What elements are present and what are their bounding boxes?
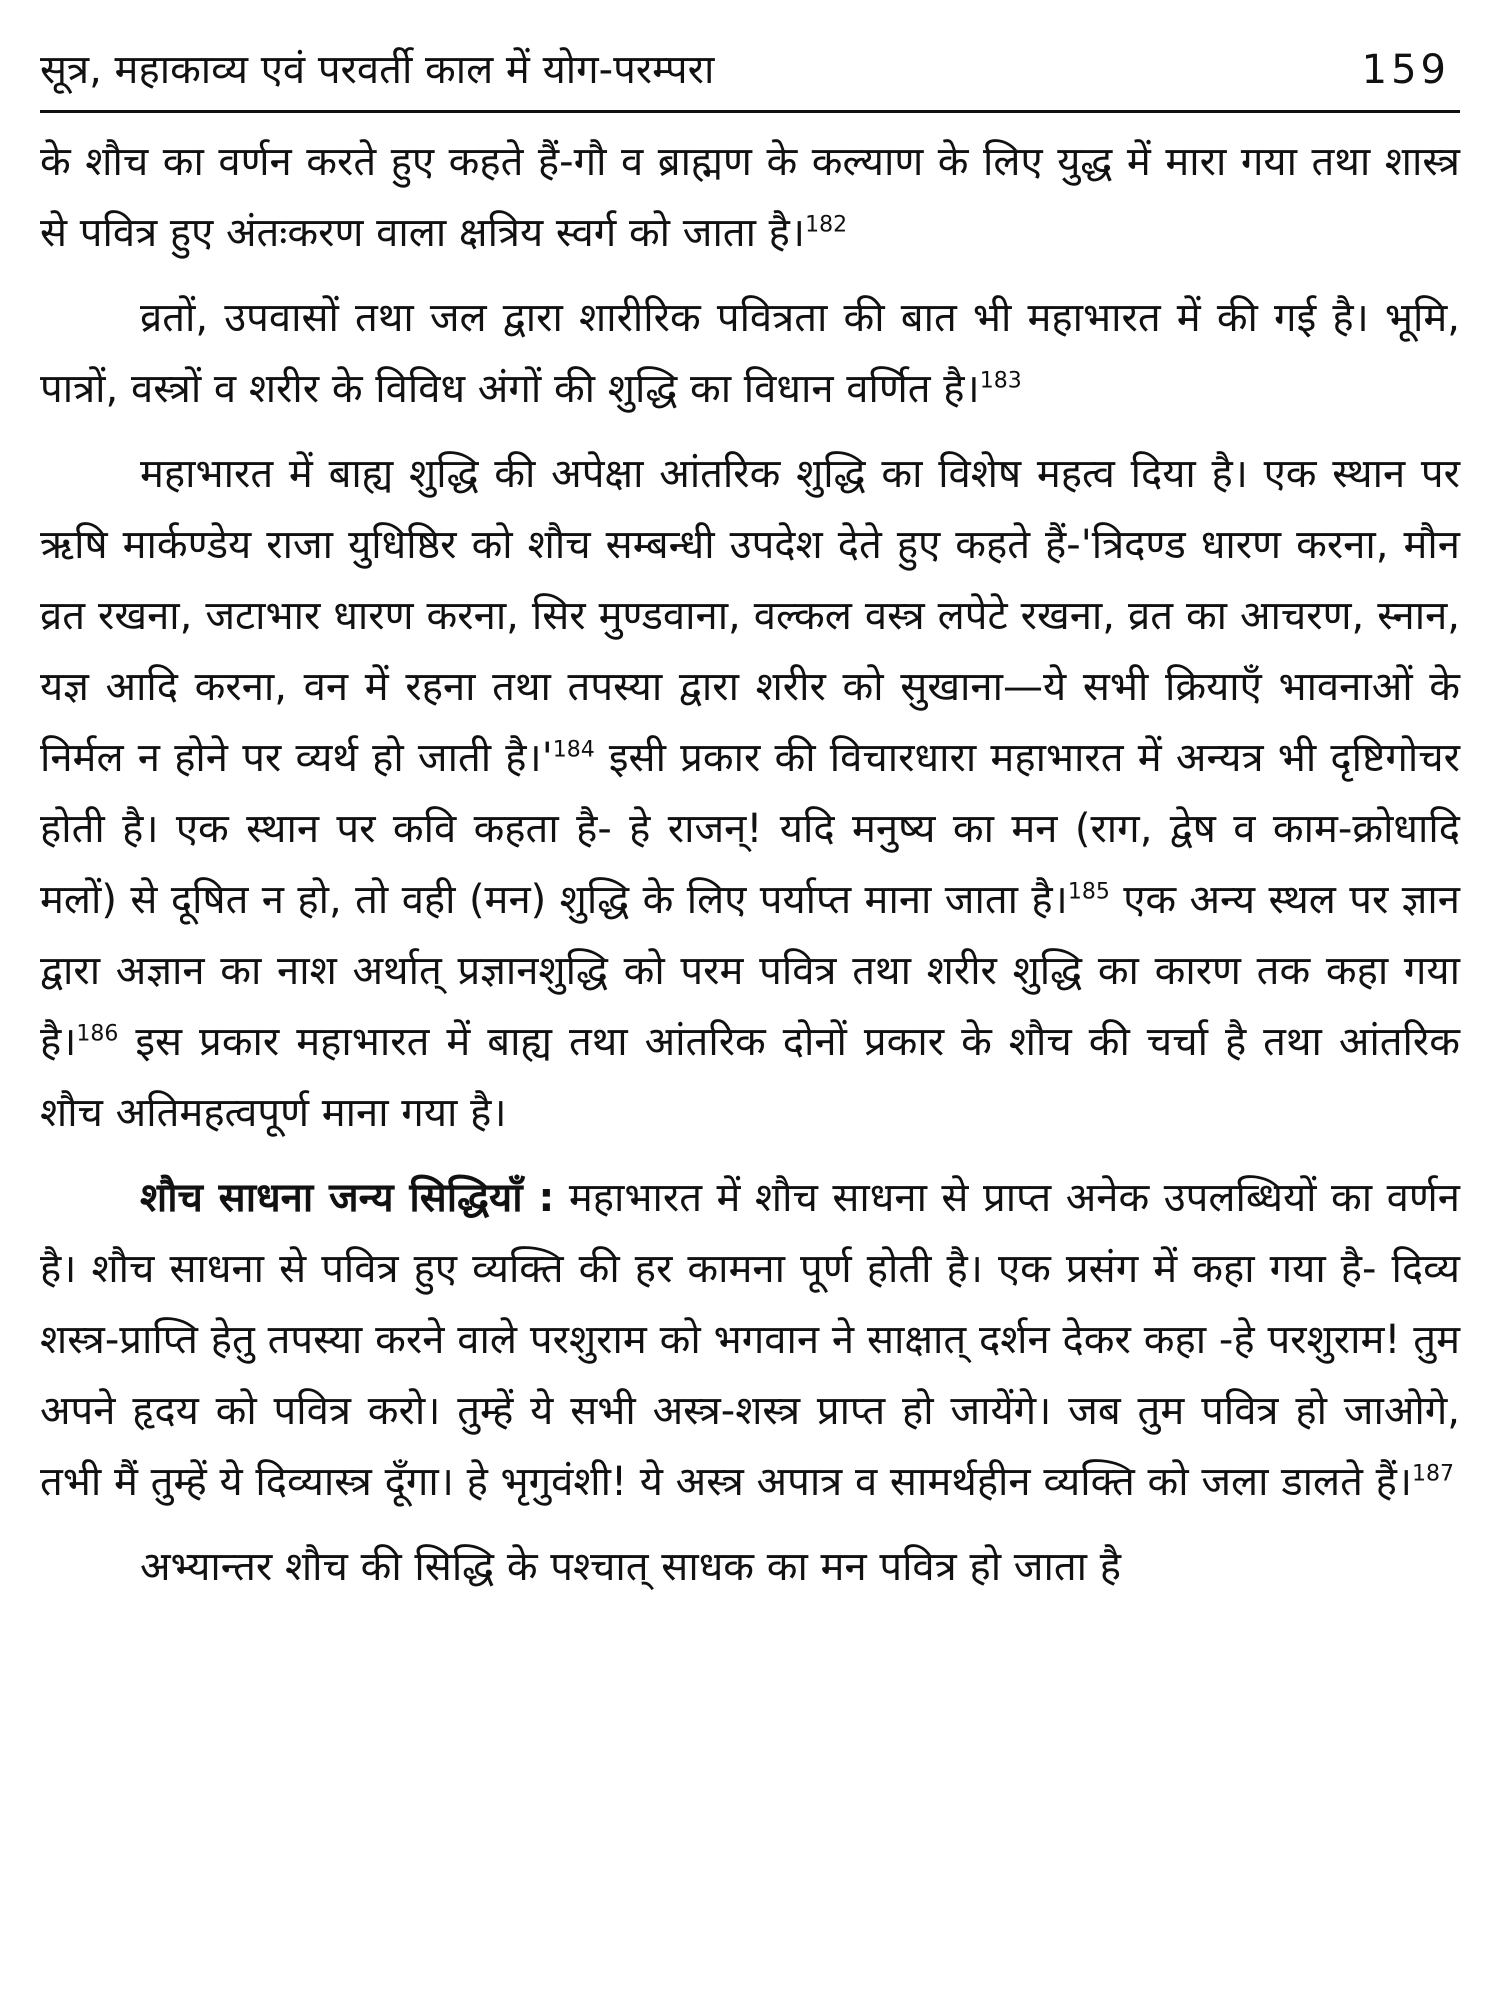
body-text xyxy=(40,127,1460,1603)
paragraph-text: महाभारत में शौच साधना से प्राप्त अनेक उपलब्धियों का वर्णन है। शौच साधना से पवित्र हुए व्यक्ति की हर कामना पूर्ण होती है। एक प्रसंग में कहा गया है- दिव्य शस्त्र-प्राप्ति हेतु तपस्या करने वाले परशुराम को भगवान ने साक्षात् दर्शन देकर कहा -हे परशुराम! तुम अपने हृदय को पवित्र करो। तुम्हें ये सभी अस्त्र-शस्त्र प्राप्त हो जायेंगे। जब तुम पवित्र हो जाओगे, तभी मैं तुम्हें ये दिव्यास्त्र दूँगा। हे भृगुवंशी! ये अस्त्र अपात्र व सामर्थहीन व्यक्ति को जला डालते हैं। xyxy=(40,1175,1460,1505)
paragraph-text: अभ्यान्तर शौच की सिद्धि के पश्चात् साधक का मन पवित्र हो जाता है xyxy=(140,1544,1121,1590)
paragraph-4 xyxy=(40,1163,1460,1518)
footnote-marker: 182 xyxy=(805,212,848,238)
footnote-marker: 187 xyxy=(1412,1461,1454,1487)
footnote-marker: 186 xyxy=(76,1021,119,1047)
page-number: 159 xyxy=(1361,47,1450,93)
paragraph-3 xyxy=(40,439,1460,1149)
paragraph-1 xyxy=(40,127,1460,269)
paragraph-text: एक अन्य स्थल पर ज्ञान द्वारा अज्ञान का नाश अर्थात् प्रज्ञानशुद्धि को परम पवित्र तथा शरीर शुद्धि का कारण तक कहा गया है। xyxy=(40,877,1460,1065)
footnote-marker: 184 xyxy=(552,737,595,763)
paragraph-5 xyxy=(40,1532,1460,1603)
paragraph-text: व्रतों, उपवासों तथा जल द्वारा शारीरिक पवित्रता की बात भी महाभारत में की गई है। भूमि, पात्रों, वस्त्रों व शरीर के विविध अंगों की शुद्धि का विधान वर्णित है। xyxy=(40,295,1460,412)
page-header xyxy=(40,40,1460,113)
footnote-marker: 185 xyxy=(1067,879,1110,905)
footnote-marker: 183 xyxy=(979,368,1022,394)
paragraph-text: इसी प्रकार की विचारधारा महाभारत में अन्यत्र भी दृष्टिगोचर होती है। एक स्थान पर कवि कहता है- हे राजन्! यदि मनुष्य का मन (राग, द्वेष व काम-क्रोधादि मलों) से दूषित न हो, तो वही (मन) शुद्धि के लिए पर्याप्त माना जाता है। xyxy=(40,735,1460,923)
running-title: सूत्र, महाकाव्य एवं परवर्ती काल में योग-परम्परा xyxy=(40,47,715,93)
paragraph-2 xyxy=(40,283,1460,425)
paragraph-text: इस प्रकार महाभारत में बाह्य तथा आंतरिक दोनों प्रकार के शौच की चर्चा है तथा आंतरिक शौच अतिमहत्वपूर्ण माना गया है। xyxy=(40,1019,1460,1136)
section-heading: शौच साधना जन्य सिद्धियाँ : xyxy=(140,1175,555,1221)
paragraph-text: महाभारत में बाह्य शुद्धि की अपेक्षा आंतरिक शुद्धि का विशेष महत्व दिया है। एक स्थान पर ऋषि मार्कण्डेय राजा युधिष्ठिर को शौच सम्बन्धी उपदेश देते हुए कहते हैं-'त्रिदण्ड धारण करना, मौन व्रत रखना, जटाभार धारण करना, सिर मुण्डवाना, वल्कल वस्त्र लपेटे रखना, व्रत का आचरण, स्नान, यज्ञ आदि करना, वन में रहना तथा तपस्या द्वारा शरीर को सुखाना—ये सभी क्रियाएँ भावनाओं के निर्मल न होने पर व्यर्थ हो जाती है।' xyxy=(40,451,1460,781)
paragraph-text: के शौच का वर्णन करते हुए कहते हैं-गौ व ब्राह्मण के कल्याण के लिए युद्ध में मारा गया तथा शास्त्र से पवित्र हुए अंतःकरण वाला क्षत्रिय स्वर्ग को जाता है। xyxy=(40,139,1460,256)
